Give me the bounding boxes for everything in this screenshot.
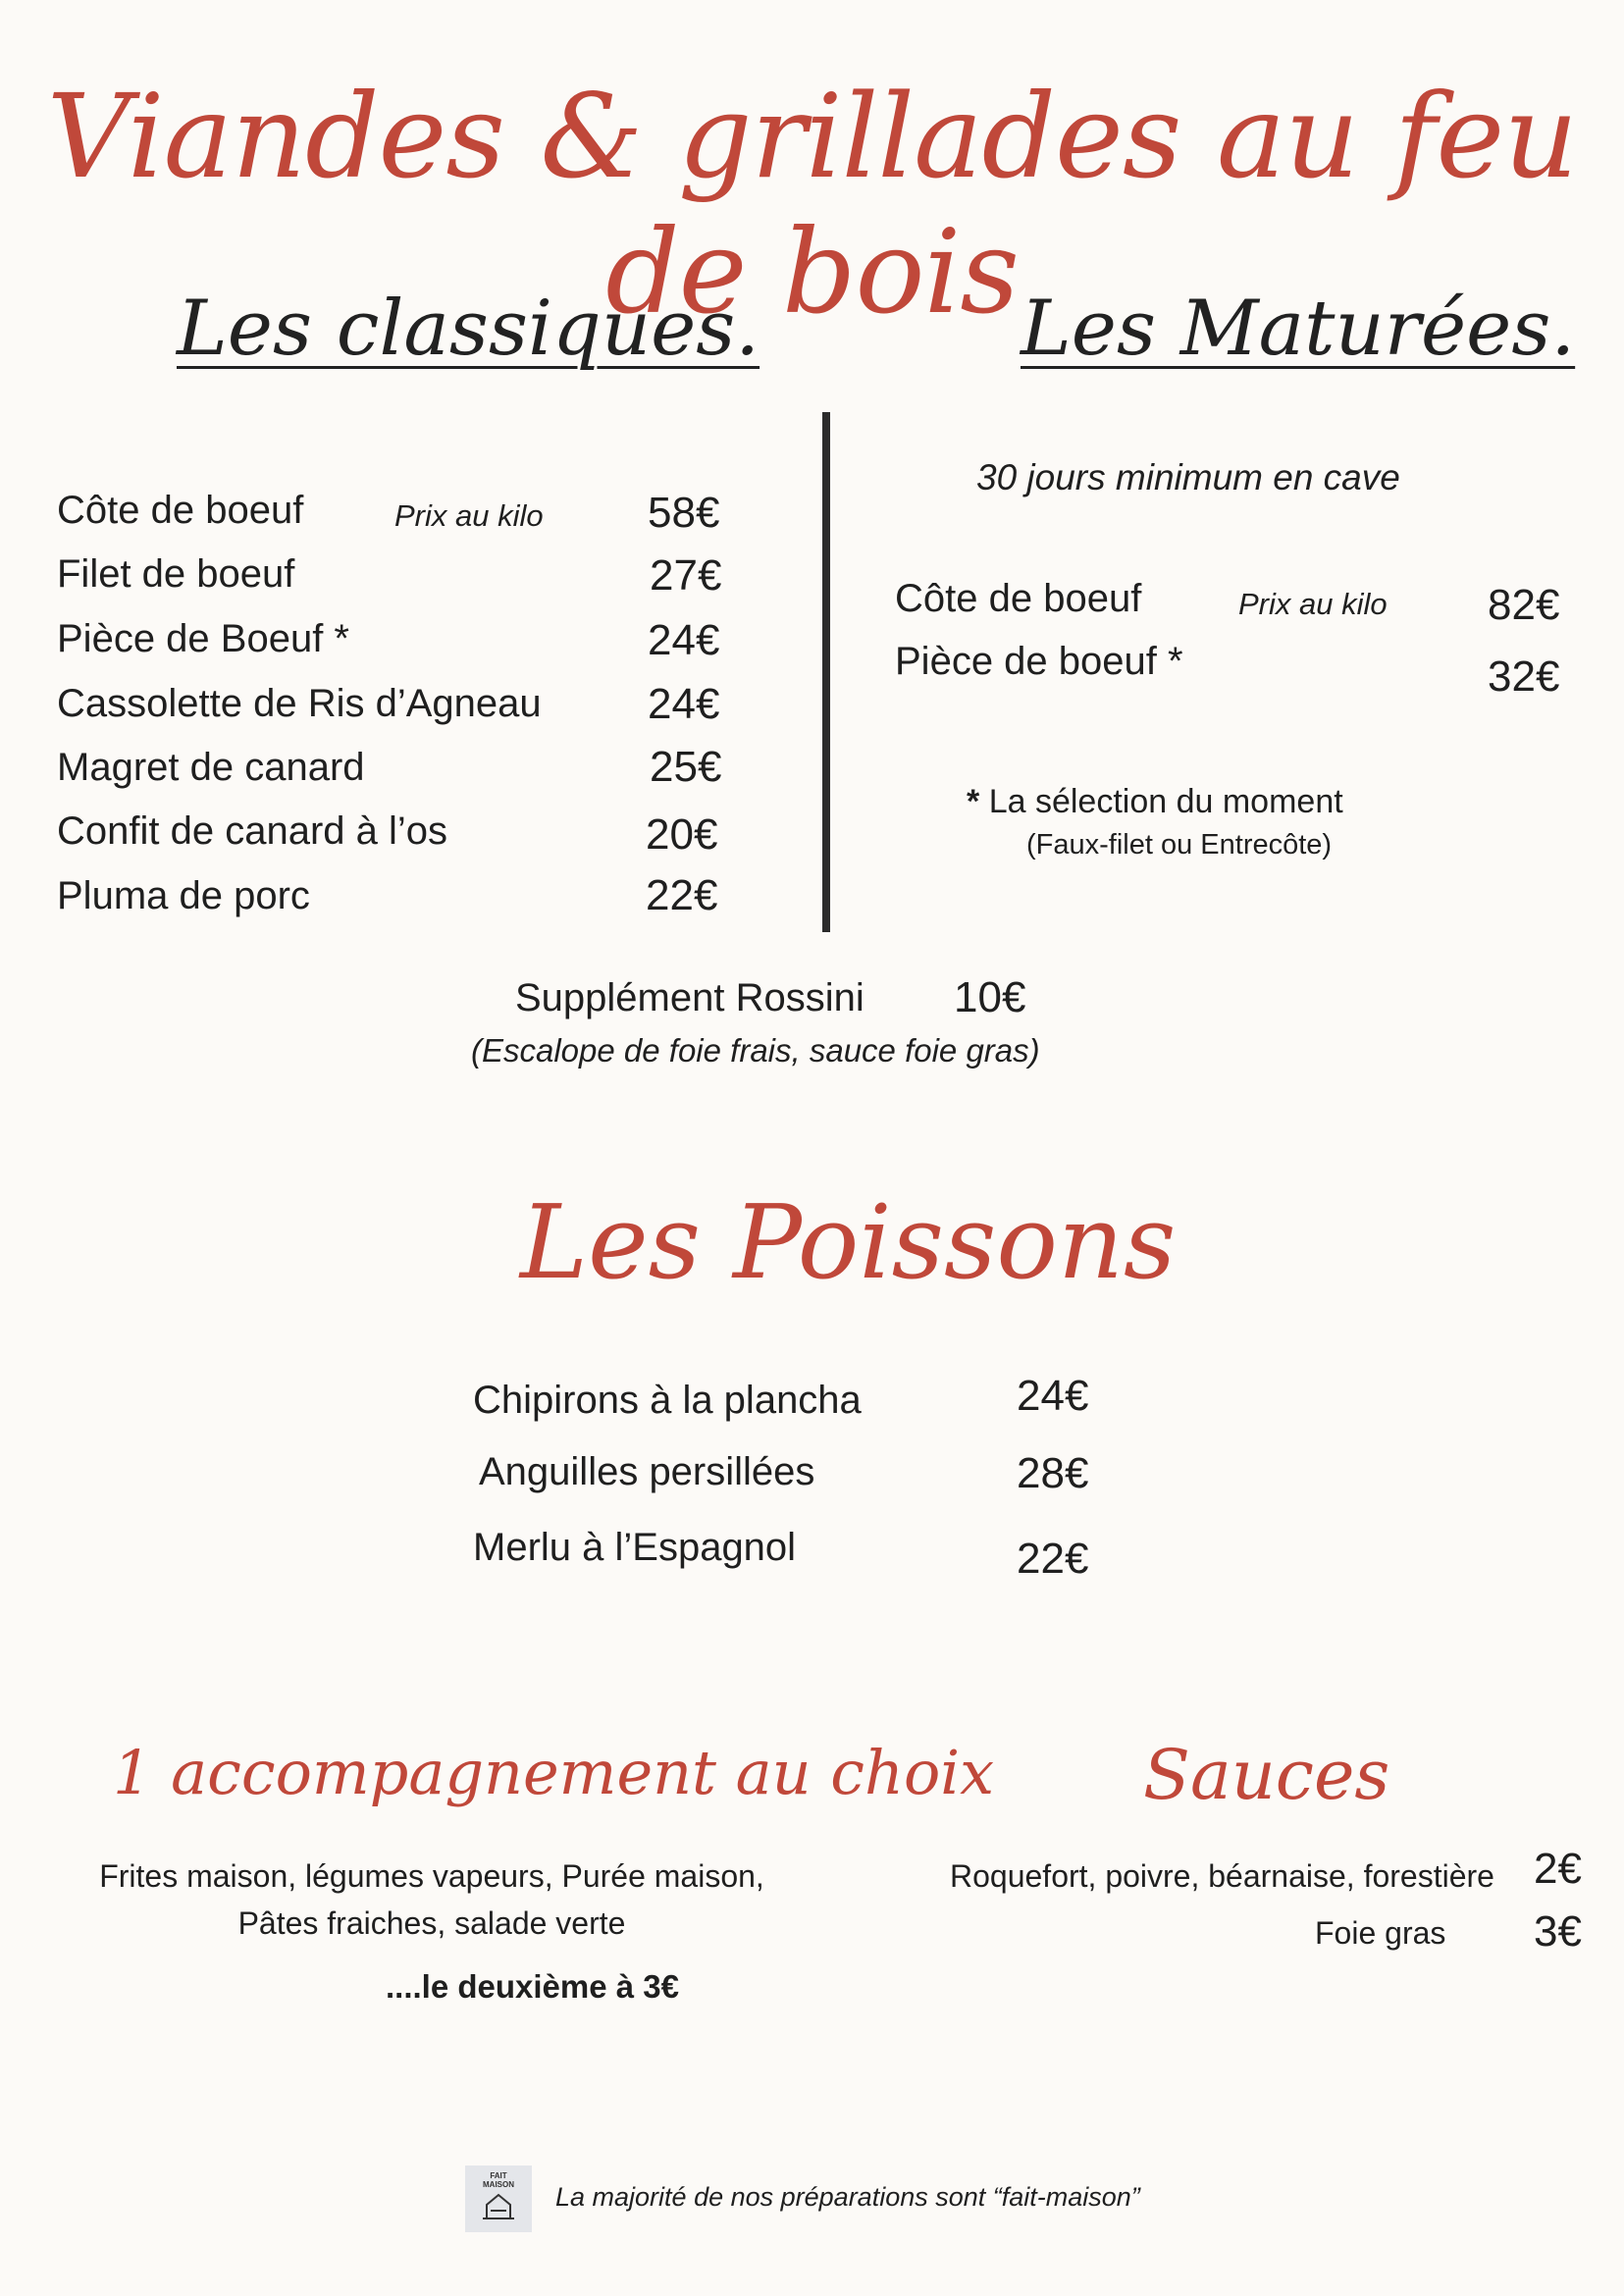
page-title: Viandes & grillades au feu de bois <box>46 69 1578 339</box>
supplement-detail: (Escalope de foie frais, sauce foie gras) <box>471 1032 1040 1069</box>
accompagnement-line1: Frites maison, légumes vapeurs, Purée maison, <box>99 1858 764 1894</box>
item-name: Anguilles persillées <box>479 1450 815 1493</box>
item-name: Cassolette de Ris d’Agneau <box>57 682 542 725</box>
item-name: Pièce de Boeuf * <box>57 617 349 660</box>
item-price: 22€ <box>1017 1535 1089 1583</box>
item-price: 25€ <box>650 743 722 791</box>
logo-text-2: MAISON <box>483 2180 514 2189</box>
item-note: Prix au kilo <box>1238 587 1388 621</box>
accompagnement-line2: Pâtes fraiches, salade verte <box>237 1905 626 1941</box>
item-name: Confit de canard à l’os <box>57 809 448 853</box>
item-name: Magret de canard <box>57 746 365 789</box>
logo-text-1: FAIT <box>490 2171 507 2180</box>
item-price: 24€ <box>648 680 720 728</box>
item-name: Côte de boeuf <box>895 577 1142 620</box>
classiques-title: Les classiques. <box>177 285 760 373</box>
item-price: 3€ <box>1534 1907 1582 1956</box>
sauces-title: Sauces <box>1143 1735 1390 1815</box>
item-note: Prix au kilo <box>394 498 544 533</box>
item-price: 58€ <box>648 489 720 537</box>
item-name: Merlu à l’Espagnol <box>473 1526 797 1569</box>
item-price: 28€ <box>1017 1449 1089 1497</box>
footer-text: La majorité de nos préparations sont “fait-maison” <box>555 2182 1140 2212</box>
fait-maison-logo <box>465 2166 532 2232</box>
item-name: Filet de boeuf <box>57 552 295 596</box>
item-price: 20€ <box>646 810 718 859</box>
supplement-price: 10€ <box>954 973 1026 1021</box>
selection-note <box>967 783 1343 821</box>
item-name: Pluma de porc <box>57 874 310 917</box>
item-price: 2€ <box>1534 1845 1582 1893</box>
supplement-name: Supplément Rossini <box>515 976 864 1019</box>
selection-detail: (Faux-filet ou Entrecôte) <box>1026 829 1333 861</box>
selection-text: La sélection du moment <box>988 783 1343 820</box>
house-pot-icon <box>479 2189 518 2222</box>
item-name: Chipirons à la plancha <box>473 1379 862 1422</box>
item-price: 22€ <box>646 871 718 919</box>
column-divider <box>822 412 830 932</box>
item-name: Côte de boeuf <box>57 489 304 532</box>
accompagnement-title: 1 accompagnement au choix <box>113 1737 995 1808</box>
maturees-subtitle: 30 jours minimum en cave <box>976 457 1400 497</box>
poissons-title: Les Poissons <box>520 1182 1177 1302</box>
asterisk-marker: * <box>967 783 980 820</box>
item-price: 82€ <box>1488 581 1560 629</box>
item-price: 24€ <box>1017 1372 1089 1420</box>
item-name: Roquefort, poivre, béarnaise, forestière <box>950 1858 1494 1894</box>
accompagnement-extra: ....le deuxième à 3€ <box>386 1968 679 2005</box>
item-name: Foie gras <box>1315 1915 1446 1951</box>
item-price: 32€ <box>1488 652 1560 701</box>
maturees-title: Les Maturées. <box>1021 285 1576 373</box>
item-price: 27€ <box>650 551 722 600</box>
item-name: Pièce de boeuf * <box>895 640 1183 683</box>
item-price: 24€ <box>648 616 720 664</box>
